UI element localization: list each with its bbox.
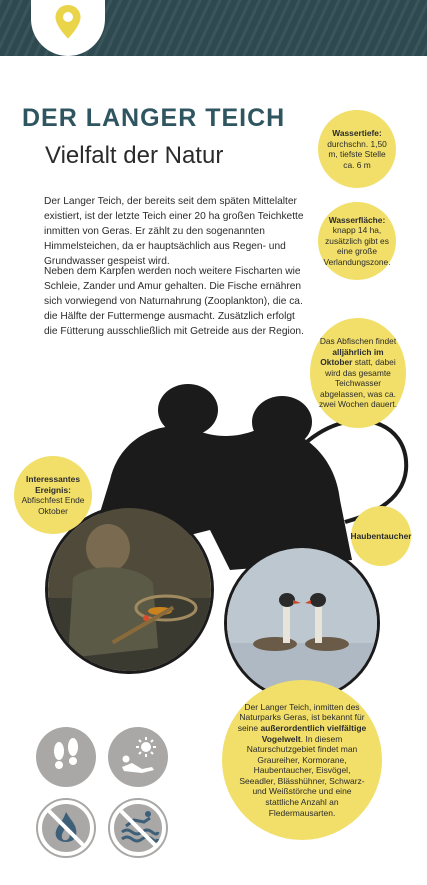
fishing-info-bubble [310,318,406,428]
fishing-text-bold: alljährlich im Oktober [320,346,384,368]
no-swimming-icon [108,798,168,858]
no-fire-icon [36,798,96,858]
fishing-text-end: statt, dabei wird das gesamte Teichwasser abgelassen, was ca. zwei Wochen dauert. [318,357,398,410]
footprints-icon [36,727,96,787]
water-depth-bubble [318,110,396,188]
event-text: Abfischfest Ende Oktober [21,495,85,516]
page-title: DER LANGER TEICH [22,104,286,132]
fishing-text-start: Das Abfischen findet [319,336,397,347]
water-area-label: Wasserfläche: [328,214,386,225]
page-subtitle: Vielfalt der Natur [45,142,224,169]
water-depth-label: Wassertiefe: [332,128,382,138]
bird-life-text-end: . In diesem Naturschutzgebiet findet man Graureiher, Kormorane, Haubentaucher, Eisvögel, Seeadler, Blässhühner, Schwarz- und Weißstörche und eine stattliche Anzahl an Fledermausarten. [239,733,365,818]
water-area-text: knapp 14 ha, zusätzlich gibt es eine große Verlandungszone. [323,225,391,267]
water-depth-text: durchschn. 1,50 m, tiefste Stelle ca. 6 m [327,138,387,170]
grebe-label: Haubentaucher [350,530,412,541]
fishing-photo [45,505,214,674]
fish-paragraph: Neben dem Karpfen werden noch weitere Fischarten wie Schleie, Zander und Amur gehalten. Die Fische ernähren sich vorwiegend von Naturnahrung (Zooplankton), die ca. die Hälfte der Futtermenge ausmacht. Zusätzlich erfolgt die Fütterung ausschließlich mit Getreide aus der Region. [44,266,304,337]
bird-life-text-start: Der Langer Teich, inmitten des Naturparks Geras, ist bekannt für seine [237,701,365,733]
water-area-bubble [318,202,396,280]
intro-paragraph: Der Langer Teich, der bereits seit dem späten Mittelalter existiert, ist der letzte Teich einer 20 ha großen Teichkette inmitten von Geras. Er zählt zu den sogenannten Himmelsteichen, da er hauptsächlich aus Regen- und Grundwasser gespeist wird. [44,196,304,267]
event-label: Interessantes Ereignis: [26,474,80,495]
grebe-bubble [351,506,411,566]
bird-life-bubble [222,680,382,840]
event-bubble [14,456,92,534]
bird-life-text-bold: außerordentlich vielfältige Vogelwelt [260,722,367,744]
sunbathing-icon [108,727,168,787]
location-pin-icon [54,4,82,40]
grebe-photo [224,545,380,701]
